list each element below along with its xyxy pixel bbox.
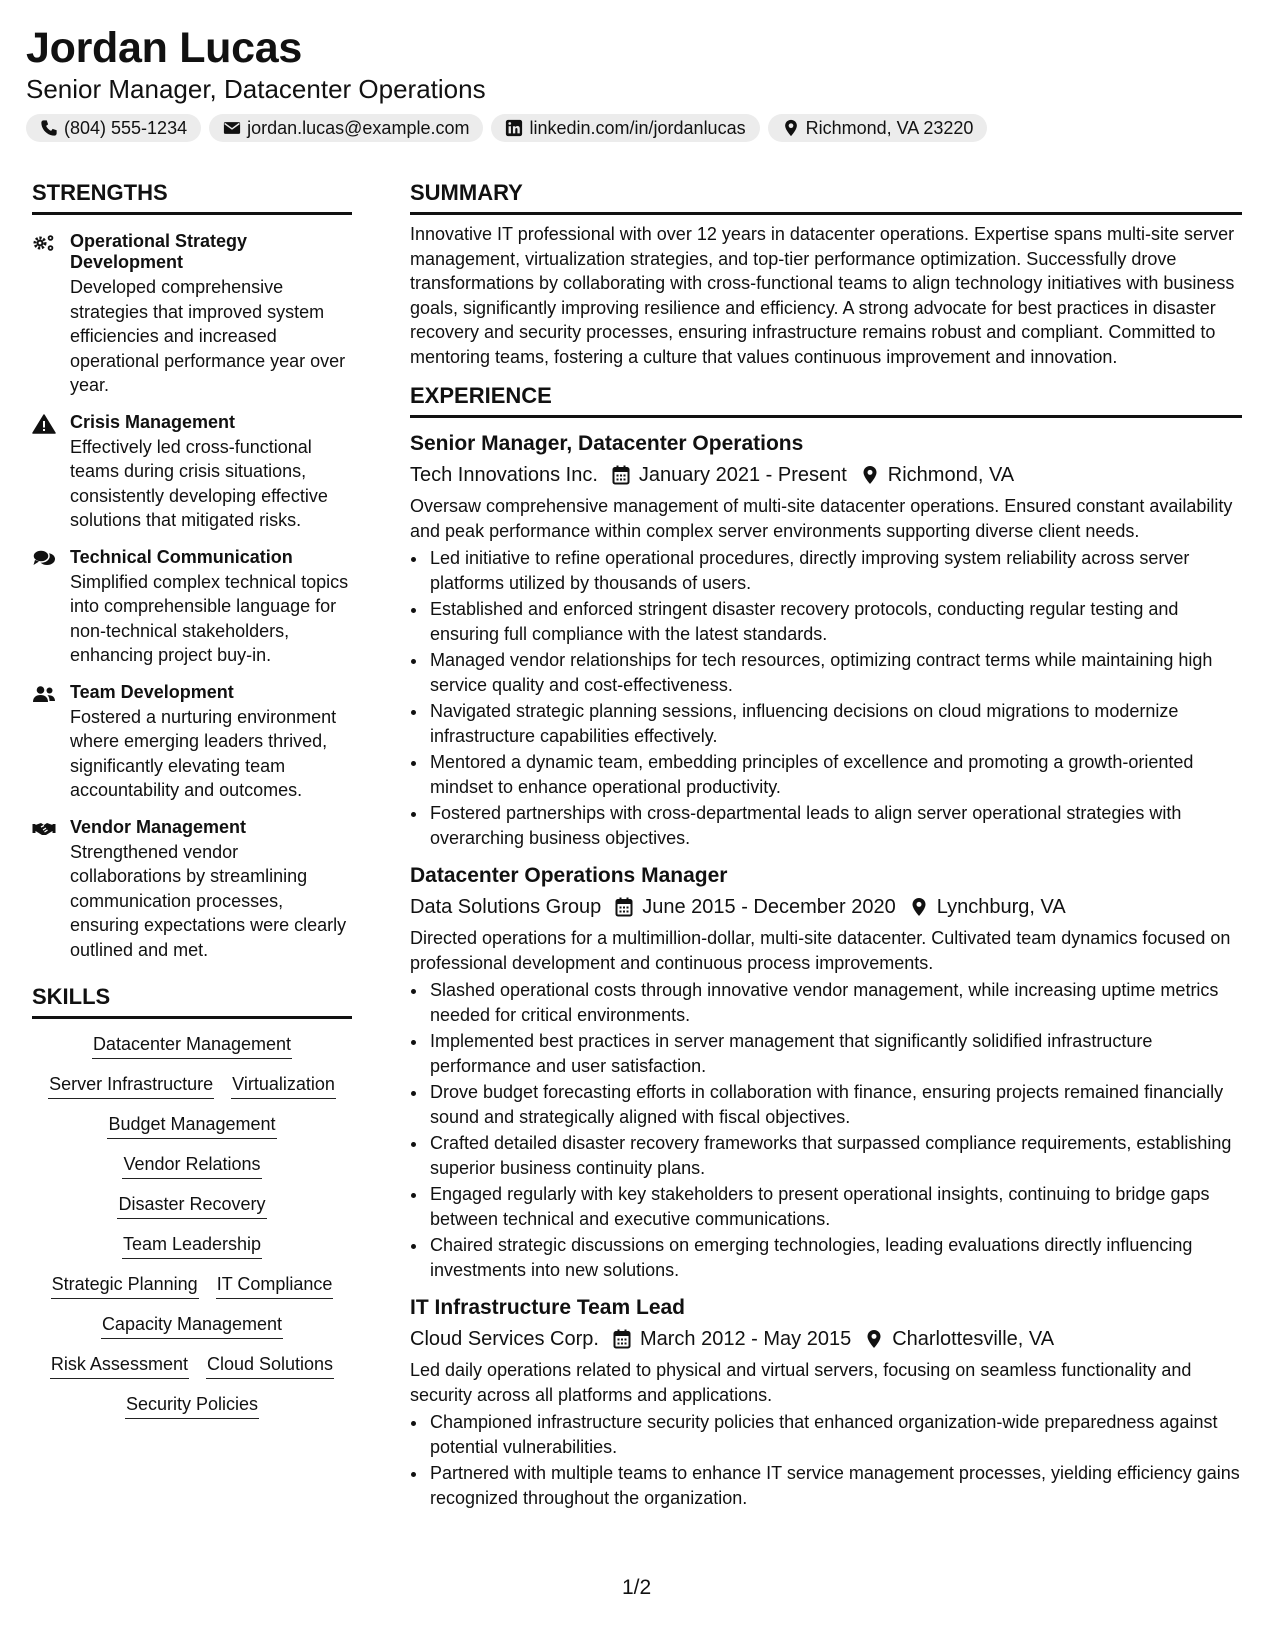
strength-description: Developed comprehensive strategies that improved system efficiencies and increased operational performance year over year.: [70, 277, 346, 395]
map-pin-icon: [865, 1329, 883, 1349]
job-bullet: • Implemented best practices in server management that significantly solidified infrastructure performance and user satisfaction.: [428, 1029, 1242, 1078]
job-entry: [410, 862, 1242, 1282]
skill-row: [107, 1113, 276, 1139]
skill-tag: Team Leadership: [122, 1233, 262, 1259]
skill-tag: Risk Assessment: [50, 1353, 189, 1379]
strength-description: Strengthened vendor collaborations by streamlining communication processes, ensuring expectations were clearly outlined and met.: [70, 841, 347, 960]
job-description: Led daily operations related to physical and virtual servers, focusing on seamless functionality and security across all platforms and applications.: [410, 1360, 1192, 1405]
calendar-icon: [613, 1329, 631, 1349]
skills-list: [32, 1033, 352, 1419]
skill-row: [117, 1193, 266, 1219]
map-pin-icon: [910, 897, 928, 917]
strength-title: Team Development: [70, 681, 234, 702]
strength-title: Vendor Management: [70, 816, 247, 837]
skill-row: [48, 1073, 336, 1099]
contact-linkedin-text: linkedin.com/in/jordanlucas: [529, 117, 746, 138]
job-description: Directed operations for a multimillion-dollar, multi-site datacenter. Cultivated team dynamics focused on professional development and continuous process improvements.: [410, 928, 1231, 973]
skill-tag: Security Policies: [125, 1393, 259, 1419]
job-bullets: [410, 1410, 1242, 1510]
linkedin-icon: [505, 119, 523, 137]
job-title: Datacenter Operations Manager: [410, 864, 728, 887]
skill-tag: Virtualization: [231, 1073, 336, 1099]
job-company: Data Solutions Group: [410, 896, 602, 918]
strength-description: Fostered a nurturing environment where emerging leaders thrived, significantly elevating team accountability and outcomes.: [70, 706, 337, 800]
job-location: Lynchburg, VA: [936, 896, 1066, 918]
contact-location: [768, 114, 988, 142]
contact-phone[interactable]: [26, 114, 201, 142]
contact-email[interactable]: [209, 114, 483, 142]
skill-row: [51, 1273, 334, 1299]
map-pin-icon: [782, 119, 800, 137]
skill-row: [92, 1033, 292, 1059]
job-entry: [410, 430, 1242, 850]
job-bullet: • Led initiative to refine operational procedures, directly improving system reliability across server platforms utilized by thousands of users.: [428, 546, 1242, 595]
strength-description: Simplified complex technical topics into comprehensible language for non-technical stakeholders, enhancing project buy-in.: [70, 571, 349, 665]
strength-title: Technical Communication: [70, 546, 293, 567]
job-bullet: • Engaged regularly with key stakeholders to present operational insights, continuing to bridge gaps between technical and executive communications.: [428, 1182, 1242, 1231]
job-bullets: [410, 978, 1242, 1282]
job-company: Cloud Services Corp.: [410, 1328, 599, 1350]
job-title: IT Infrastructure Team Lead: [410, 1296, 686, 1319]
skill-row: [122, 1233, 262, 1259]
skill-tag: Vendor Relations: [122, 1153, 261, 1179]
skill-row: [122, 1153, 261, 1179]
job-bullet: • Fostered partnerships with cross-departmental leads to align server operational strategies with overarching business objectives.: [428, 801, 1242, 850]
job-bullet: • Championed infrastructure security policies that enhanced organization-wide preparedness against potential vulnerabilities.: [428, 1410, 1242, 1459]
gears-icon: [32, 233, 56, 253]
contact-location-text: Richmond, VA 23220: [805, 117, 974, 138]
warning-icon: [32, 414, 56, 434]
candidate-title: Senior Manager, Datacenter Operations: [26, 74, 486, 104]
users-icon: [32, 684, 56, 704]
job-location: Richmond, VA: [887, 464, 1015, 486]
job-bullet: • Partnered with multiple teams to enhance IT service management processes, yielding efficiency gains recognized throughout the organization.: [428, 1461, 1242, 1510]
strength-item: [32, 547, 352, 668]
job-location: Charlottesville, VA: [892, 1328, 1055, 1350]
contact-linkedin[interactable]: [491, 114, 759, 142]
job-bullet: • Slashed operational costs through innovative vendor management, while increasing uptime metrics needed for critical environments.: [428, 978, 1242, 1027]
page-number: 1/2: [622, 1576, 652, 1599]
job-bullet: • Mentored a dynamic team, embedding principles of excellence and promoting a growth-oriented mindset to enhance operational productivity.: [428, 750, 1242, 799]
summary-heading: SUMMARY: [410, 180, 1242, 215]
skill-tag: Budget Management: [107, 1113, 276, 1139]
strength-item: [32, 231, 352, 398]
skill-tag: Cloud Solutions: [206, 1353, 334, 1379]
job-bullet: • Managed vendor relationships for tech resources, optimizing contract terms while maintaining high service quality and cost-effectiveness.: [428, 648, 1242, 697]
skill-tag: Strategic Planning: [51, 1273, 199, 1299]
job-dates: March 2012 - May 2015: [639, 1328, 852, 1350]
job-entry: [410, 1294, 1242, 1510]
skill-tag: Datacenter Management: [92, 1033, 292, 1059]
job-meta: [410, 894, 1242, 920]
summary-text: Innovative IT professional with over 12 years in datacenter operations. Expertise spans multi-site server management, virtualization strategies, and top-tier performance optimization. Successfully drove transformations by collaborating with cross-functional teams to align technology initiatives with business goals, significantly improving resilience and efficiency. A strong advocate for best practices in disaster recovery and security processes, ensuring infrastructure remains robust and compliant. Committed to mentoring teams, fostering a culture that values continuous improvement and innovation.: [410, 224, 1235, 367]
job-bullet: • Crafted detailed disaster recovery frameworks that surpassed compliance requirements, establishing superior business continuity plans.: [428, 1131, 1242, 1180]
job-bullet: • Chaired strategic discussions on emerging technologies, leading evaluations directly influencing investments into new solutions.: [428, 1233, 1242, 1282]
strength-item: [32, 412, 352, 533]
skill-row: [50, 1353, 334, 1379]
strength-title: Operational Strategy Development: [70, 231, 248, 272]
skill-tag: Disaster Recovery: [117, 1193, 266, 1219]
job-meta: [410, 462, 1242, 488]
comments-icon: [32, 549, 56, 569]
skill-tag: Server Infrastructure: [48, 1073, 214, 1099]
map-pin-icon: [861, 465, 879, 485]
skill-tag: Capacity Management: [101, 1313, 283, 1339]
job-dates: June 2015 - December 2020: [642, 896, 896, 918]
calendar-icon: [615, 897, 633, 917]
right-column: [410, 180, 1242, 1512]
skill-tag: IT Compliance: [216, 1273, 334, 1299]
job-bullet: • Established and enforced stringent disaster recovery protocols, conducting regular testing and ensuring full compliance with the latest standards.: [428, 597, 1242, 646]
candidate-name: Jordan Lucas: [26, 24, 302, 72]
contact-bar: [26, 114, 987, 142]
skills-heading: SKILLS: [32, 984, 352, 1019]
strength-item: [32, 817, 352, 963]
job-bullet: • Drove budget forecasting efforts in collaboration with finance, ensuring projects remained financially sound and strategically aligned with fiscal objectives.: [428, 1080, 1242, 1129]
job-bullets: [410, 546, 1242, 850]
job-company: Tech Innovations Inc.: [410, 464, 598, 486]
contact-phone-text: (804) 555-1234: [64, 117, 188, 138]
strengths-heading: STRENGTHS: [32, 180, 352, 215]
job-title: Senior Manager, Datacenter Operations: [410, 432, 804, 455]
job-bullet: • Navigated strategic planning sessions, influencing decisions on cloud migrations to modernize infrastructure capabilities effectively.: [428, 699, 1242, 748]
left-column: [32, 180, 352, 1419]
strength-description: Effectively led cross-functional teams during crisis situations, consistently developing effective solutions that mitigated risks.: [70, 436, 328, 530]
skill-row: [125, 1393, 259, 1419]
calendar-icon: [612, 465, 630, 485]
strength-item: [32, 682, 352, 803]
skill-row: [101, 1313, 283, 1339]
job-dates: January 2021 - Present: [638, 464, 847, 486]
job-meta: [410, 1326, 1242, 1352]
phone-icon: [40, 119, 58, 137]
strength-title: Crisis Management: [70, 411, 236, 432]
envelope-icon: [223, 119, 241, 137]
job-description: Oversaw comprehensive management of multi-site datacenter operations. Ensured constant availability and peak performance within complex server environments supporting diverse client needs.: [410, 496, 1233, 541]
handshake-icon: [32, 819, 56, 839]
contact-email-text: jordan.lucas@example.com: [247, 117, 470, 138]
experience-heading: EXPERIENCE: [410, 383, 1242, 418]
